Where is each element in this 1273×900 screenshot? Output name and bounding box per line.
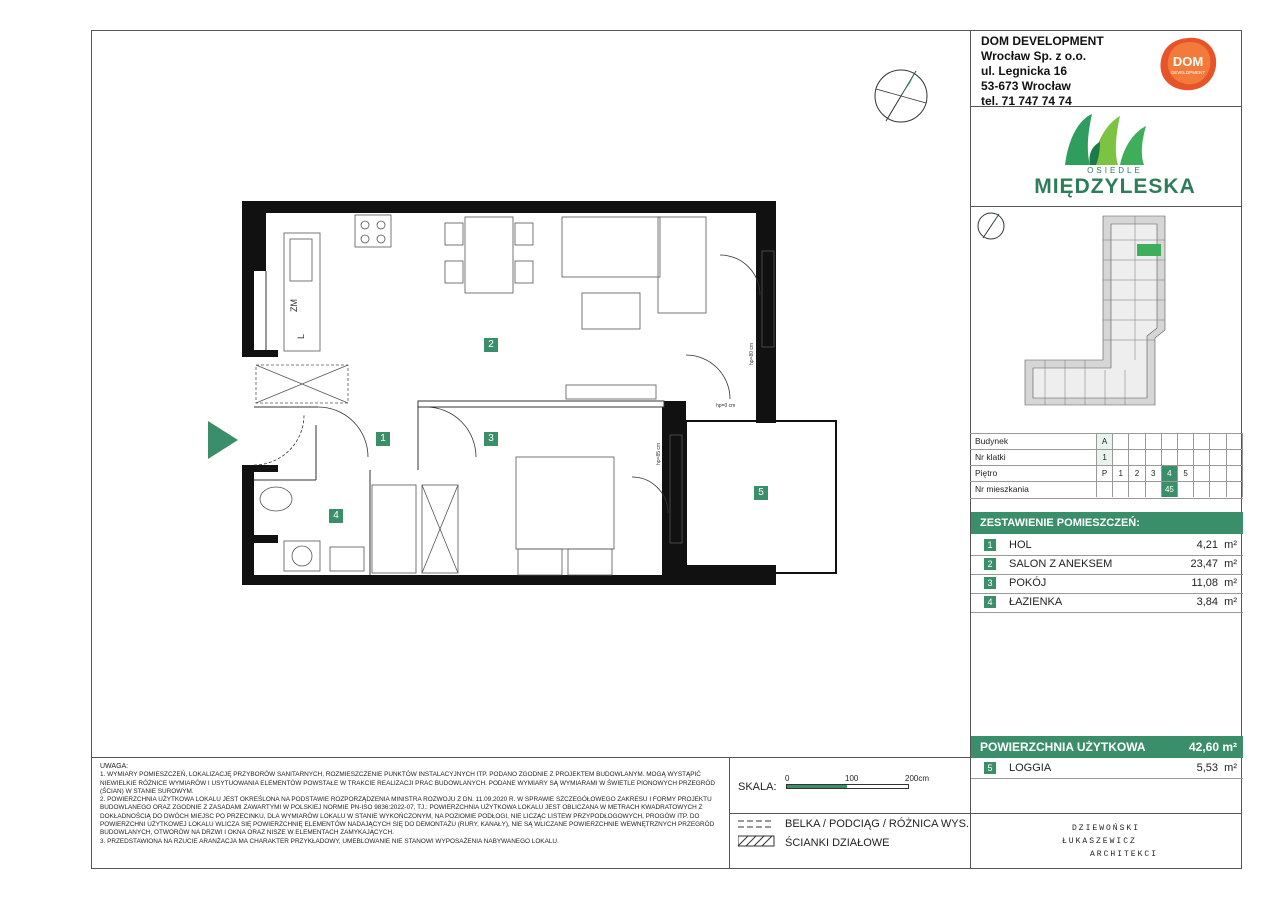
- building-table-cell: [1193, 434, 1209, 449]
- building-table-cell: [1112, 434, 1128, 449]
- footer-divider: [91, 757, 971, 758]
- bt-label-apartment: Nr mieszkania: [975, 484, 1029, 494]
- building-table-cell: 2: [1128, 466, 1144, 481]
- building-table-cell: 1: [1112, 466, 1128, 481]
- building-table-cell: [1145, 434, 1161, 449]
- building-table-cell: [1242, 450, 1258, 465]
- plan-label-1: 1: [376, 432, 390, 446]
- room-name: HOL: [1009, 539, 1032, 551]
- room-number: 2: [984, 558, 996, 570]
- rooms-header: ZESTAWIENIE POMIESZCZEŃ:: [971, 512, 1243, 534]
- building-table-cell: [1226, 450, 1242, 465]
- room-area: [1191, 577, 1237, 589]
- room-name: LOGGIA: [1009, 762, 1052, 774]
- legend-symbols: [738, 818, 778, 852]
- building-table-cell: [1193, 482, 1209, 497]
- building-table-cell: 4: [1161, 466, 1177, 481]
- building-table-cell: [1112, 450, 1128, 465]
- room-number: 1: [984, 539, 996, 551]
- note-2: 2. POWIERZCHNIA UŻYTKOWA LOKALU JEST OKREŚLONA NA PODSTAWIE ROZPORZĄDZENIA MINISTRA ROZWOJU Z DN. 11.09.2020 R. W SPRAWIE SZCZEGÓŁOWEGO ZAKRESU I FORMY PROJEKTU BUDOWLANEGO ORAZ ZGODNIE Z ZASADAMI ZAWARTYMI W POLSKIEJ NORMIE PN-ISO 9836:2022-07, TJ.: POWIERZCHNIA UŻYTKOWA LOKALU JEST OBLICZANA W METRACH KWADRATOWYCH Z DOKŁADNOŚCIĄ DO DWÓCH MIEJSC PO PRZECINKU, DLA WYMIARÓW LOKALU W STANIE WYKOŃCZONYM, NA POZIOMIE PODŁOGI, NIE LICZĄC LISTEW PRZYPODŁOGOWYCH, PROGÓW ITP. DO POWIERZCHNI UŻYTKOWEJ LOKALU WLICZA SIĘ POWIERZCHNIĘ ELEMENTÓW NADAJĄCYCH SIĘ DO DEMONTAŻU (RURY, KANAŁY), NIE SĄ WLICZANE POWIERZCHNIE WEWNĘTRZNYCH PRZEGRÓD BUDOWLANYCH, OTWORÓW NA DRZWI I OKNA ORAZ NISZE W ELEMENTACH ZAMYKAJĄCYCH.: [100, 796, 715, 837]
- bt-label-floor: Piętro: [975, 468, 998, 478]
- estate-prefix: OSIEDLE: [1087, 166, 1143, 175]
- dom-logo: [1158, 36, 1218, 92]
- building-table-cell: A: [1096, 434, 1112, 449]
- legend-walls: ŚCIANKI DZIAŁOWE: [785, 837, 890, 849]
- bt-line-4: [970, 498, 1243, 499]
- building-table-cell: [1177, 434, 1193, 449]
- building-table-cell: [1193, 450, 1209, 465]
- room-row: [971, 555, 1243, 575]
- estate-name: MIĘDZYLESKA: [1034, 175, 1196, 198]
- building-table-cell: [1226, 434, 1242, 449]
- scale-bar-fill: [787, 785, 847, 788]
- scale-label: SKALA:: [738, 781, 777, 793]
- company-info: [981, 34, 1104, 109]
- north-compass-icon: [872, 67, 930, 125]
- bt-label-staircase: Nr klatki: [975, 452, 1006, 462]
- scale-tick-0: 0: [785, 774, 790, 783]
- room-area-unit: m²: [1224, 558, 1237, 570]
- estate-logo-mark: [1030, 110, 1200, 170]
- note-3: 3. PRZEDSTAWIONA NA RZUCIE ARANŻACJA MA CHARAKTER PRZYKŁADOWY, UMEBLOWANIE NIE STANOWI WYPOSAŻENIA NABYWANEGO LOKALU.: [100, 837, 559, 845]
- architects-logo: [1062, 822, 1162, 864]
- estate-logo: [1030, 110, 1200, 202]
- room-number: 3: [984, 577, 996, 589]
- door-dim-c: hp=85 cm: [656, 442, 662, 465]
- keyplan-highlight: [1137, 244, 1161, 256]
- building-table-cell: [1242, 482, 1258, 497]
- building-table-cell: [1145, 482, 1161, 497]
- plan-label-4: 4: [329, 509, 343, 523]
- room-row: [971, 593, 1243, 613]
- building-table-cell: [1209, 482, 1225, 497]
- building-table-cell: [1096, 482, 1112, 497]
- legend-divider: [729, 813, 971, 814]
- dom-logo-sub: DEVELOPMENT: [1170, 70, 1206, 75]
- room-area-unit: m²: [1224, 577, 1237, 589]
- company-phone: tel. 71 747 74 74: [981, 94, 1072, 108]
- room-number: 4: [984, 596, 996, 608]
- room-name: ŁAZIENKA: [1009, 596, 1063, 608]
- building-table-cell: 1: [1096, 450, 1112, 465]
- building-table-cell: [1161, 450, 1177, 465]
- room-name: POKÓJ: [1009, 577, 1047, 589]
- scale-tick-200: 200cm: [905, 774, 930, 783]
- keyplan-compass-icon: [978, 213, 1004, 239]
- floor-plan: [200, 195, 850, 585]
- usable-area-label: POWIERZCHNIA UŻYTKOWA: [980, 740, 1146, 754]
- legend-beam: BELKA / PODCIĄG / RÓŻNICA WYS.: [785, 818, 969, 830]
- building-table-cell: [1226, 482, 1242, 497]
- bt-label-building: Budynek: [975, 436, 1009, 446]
- room-area-value: 5,53: [1196, 762, 1219, 774]
- door-dim-a: hp=80 cm: [749, 342, 755, 365]
- room-area-value: 4,21: [1196, 539, 1219, 551]
- building-table-cell: [1112, 482, 1128, 497]
- usable-area-bar: [971, 736, 1243, 758]
- fridge-label: ZM: [289, 299, 299, 312]
- room-area-value: 11,08: [1191, 577, 1219, 589]
- building-table-cell: 5: [1177, 466, 1193, 481]
- company-branch: Wrocław Sp. z o.o.: [981, 49, 1087, 63]
- building-table-cell: [1128, 434, 1144, 449]
- building-table-cell: [1193, 466, 1209, 481]
- dishwasher-label: L: [296, 333, 306, 339]
- scale-tick-100: 100: [845, 774, 859, 783]
- key-plan: [975, 210, 1240, 430]
- notes: [100, 763, 720, 846]
- loggia-row: [971, 759, 1243, 779]
- company-name: DOM DEVELOPMENT: [981, 34, 1104, 48]
- building-table-cell: [1128, 482, 1144, 497]
- plan-label-5: 5: [754, 486, 768, 500]
- note-1: 1. WYMIARY POMIESZCZEŃ, LOKALIZACJĘ PRZYBORÓW SANITARNYCH, ROZMIESZCZENIE PUNKTÓW INSTALACYJNYCH ITP. PODANO ZGODNIE Z PROJEKTEM BUDOWLANYM. MOGĄ WYSTĄPIĆ NIEWIELKIE RÓŻNICE WYMIARÓW I USYTUOWANIA ELEMENTÓW POWSTAŁE W TRAKCIE REALIZACJI PRAC BUDOWLANYCH. PODANE WYMIARY SĄ WYMIARAMI W ŚWIETLE PIONOWYCH PRZEGRÓD (ŚCIAN) W STANIE SUROWYM.: [100, 771, 715, 795]
- building-table-cell: [1177, 482, 1193, 497]
- room-area-unit: m²: [1224, 539, 1237, 551]
- plan-label-3: 3: [484, 432, 498, 446]
- building-table-cell: [1209, 434, 1225, 449]
- plan-walls: [242, 201, 776, 585]
- room-area: [1191, 558, 1237, 570]
- logo-divider: [970, 206, 1242, 207]
- scale-bar: [786, 784, 909, 789]
- building-table-cell: [1209, 466, 1225, 481]
- dom-logo-text: DOM: [1172, 54, 1204, 69]
- room-area: [1197, 539, 1237, 551]
- usable-area-value: 42,60 m²: [1188, 740, 1237, 754]
- arch-divider: [970, 813, 1242, 814]
- room-area-value: 23,47: [1190, 558, 1219, 570]
- building-table-cell: [1145, 450, 1161, 465]
- entrance-arrow-icon: [208, 421, 238, 459]
- building-table-cell: P: [1096, 466, 1112, 481]
- building-table-cell: [1242, 466, 1258, 481]
- building-table-cell: [1226, 466, 1242, 481]
- building-table-cell: [1242, 434, 1258, 449]
- building-table-cell: [1209, 450, 1225, 465]
- architect-name-1: DZIEWOŃSKI: [1072, 824, 1141, 833]
- company-street: ul. Legnicka 16: [981, 64, 1068, 78]
- room-area-unit: m²: [1224, 596, 1237, 608]
- building-table-cell: [1177, 450, 1193, 465]
- room-row: [971, 536, 1243, 556]
- notes-title: UWAGA:: [100, 763, 129, 770]
- company-city: 53-673 Wrocław: [981, 79, 1071, 93]
- room-row: [971, 574, 1243, 594]
- building-table-cell: [1161, 434, 1177, 449]
- room-name: SALON Z ANEKSEM: [1009, 558, 1113, 570]
- plan-label-2: 2: [484, 338, 498, 352]
- building-table-cell: 45: [1161, 482, 1177, 497]
- room-number: 5: [984, 762, 996, 774]
- plan-partitions: [254, 271, 836, 575]
- architect-name-2: ŁUKASZEWICZ: [1062, 837, 1137, 846]
- building-table-cell: [1128, 450, 1144, 465]
- room-area-value: 3,84: [1196, 596, 1219, 608]
- building-table-cell: 3: [1145, 466, 1161, 481]
- door-dim-b: hp=0 cm: [716, 403, 736, 409]
- room-area: [1197, 762, 1237, 774]
- room-area-unit: m²: [1224, 762, 1237, 774]
- architect-name-3: ARCHITEKCI: [1090, 850, 1159, 859]
- room-area: [1197, 596, 1237, 608]
